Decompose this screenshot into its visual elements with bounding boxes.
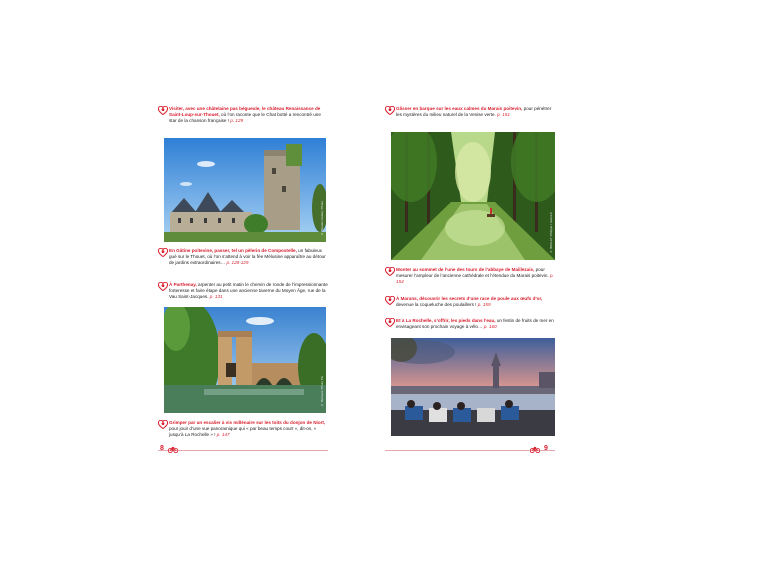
entry-body: devenue la coqueluche des poulaillers ! <box>396 302 478 308</box>
entry-highlight: À Parthenay, <box>169 282 197 287</box>
photo-credit: © BRAULT Philippe / Hemis.fr <box>549 212 553 254</box>
heart-pin-icon <box>385 296 395 305</box>
page-number-right: 9 <box>544 445 548 452</box>
entry-highlight: Grimper par un escalier à vis millénaire sur les toits du donjon de Niort, <box>169 420 326 425</box>
entry-body: pour mesurer l’ampleur de l’ancienne cathédrale et l’étendue du Marais poitevin. <box>396 267 550 279</box>
photo-chateau-saint-loup <box>164 138 326 242</box>
entry-body: pour pénétrer les mystères du milieu naturel de la Venise verte. <box>396 106 552 118</box>
entry-body: où l’on raconte que le Chat botté a rencontré une star de la chanson française ! <box>169 112 321 124</box>
entry-highlight: En Gâtine poitevine, passer, tel un pèlerin de Compostelle, <box>169 248 297 253</box>
entry-highlight: Glisser en barque sur les eaux calmes du Marais poitevin, <box>396 106 523 111</box>
heart-pin-icon <box>158 420 168 429</box>
entry-page-ref[interactable]: p. 128-129 <box>226 260 249 266</box>
heart-pin-icon <box>385 267 395 276</box>
heart-pin-icon <box>158 106 168 115</box>
entry-page-ref[interactable]: p. 129 <box>230 118 244 124</box>
entry-page-ref[interactable]: p. 131 <box>209 294 223 300</box>
entry-highlight: À Marans, découvrir les secrets d’une race de poule aux œufs d’or, <box>396 296 543 301</box>
heart-pin-icon <box>385 106 395 115</box>
photo-la-rochelle <box>391 338 555 436</box>
entry-body: pour jouir d’une vue panoramique qui « par beau temps court », dit-on, « jusqu’à La Rochelle » ! <box>169 426 317 438</box>
entry-page-ref[interactable]: p. 160 <box>483 324 497 330</box>
photo-credit: © Nicolas Fediuk / Photo <box>320 201 324 236</box>
entry-body: arpenter au petit matin le chemin de ronde de l’impressionnante forteresse et faire étape dans une ancienne taverne du Moyen Âge, rue de la Vau Saint-Jacques. <box>169 282 328 300</box>
bicycle-icon <box>168 445 178 453</box>
guidebook-spread <box>158 100 554 460</box>
entry-highlight: Visiter, avec une châtelaine pas bégueule, le château Renaissance de Saint-Loup-sur-Thouet, <box>169 106 321 118</box>
heart-pin-icon <box>385 318 395 327</box>
entry-page-ref[interactable]: p. 151 <box>497 112 510 118</box>
bicycle-icon <box>530 445 540 453</box>
photo-parthenay <box>164 307 326 413</box>
entry-highlight: Monter au sommet de l’une des tours de l’abbaye de Maillezais, <box>396 267 535 272</box>
entry-body: un fabuleux gué sur le Thouet, où l’on s’attend à voir la fée Mélusine apparaître au détour de jardins extraordinaires… <box>169 248 326 266</box>
entry-page-ref[interactable]: p. 147 <box>216 432 230 438</box>
photo-credit: © Bernard / Photo Pix <box>320 376 324 407</box>
footer-rule-left <box>158 450 328 451</box>
heart-pin-icon <box>158 248 168 257</box>
heart-pin-icon <box>158 282 168 291</box>
entry-page-ref[interactable]: p. 159 <box>477 302 491 308</box>
page-number-left: 8 <box>160 445 164 452</box>
entry-highlight: Et à La Rochelle, s’offrir, les pieds dans l’eau, <box>396 318 496 323</box>
entry-body: un festin de fruits de mer en envisageant son prochain voyage à vélo… <box>396 318 554 330</box>
photo-marais-poitevin <box>391 132 555 260</box>
entry-page-ref[interactable]: p. 154 <box>396 273 554 285</box>
